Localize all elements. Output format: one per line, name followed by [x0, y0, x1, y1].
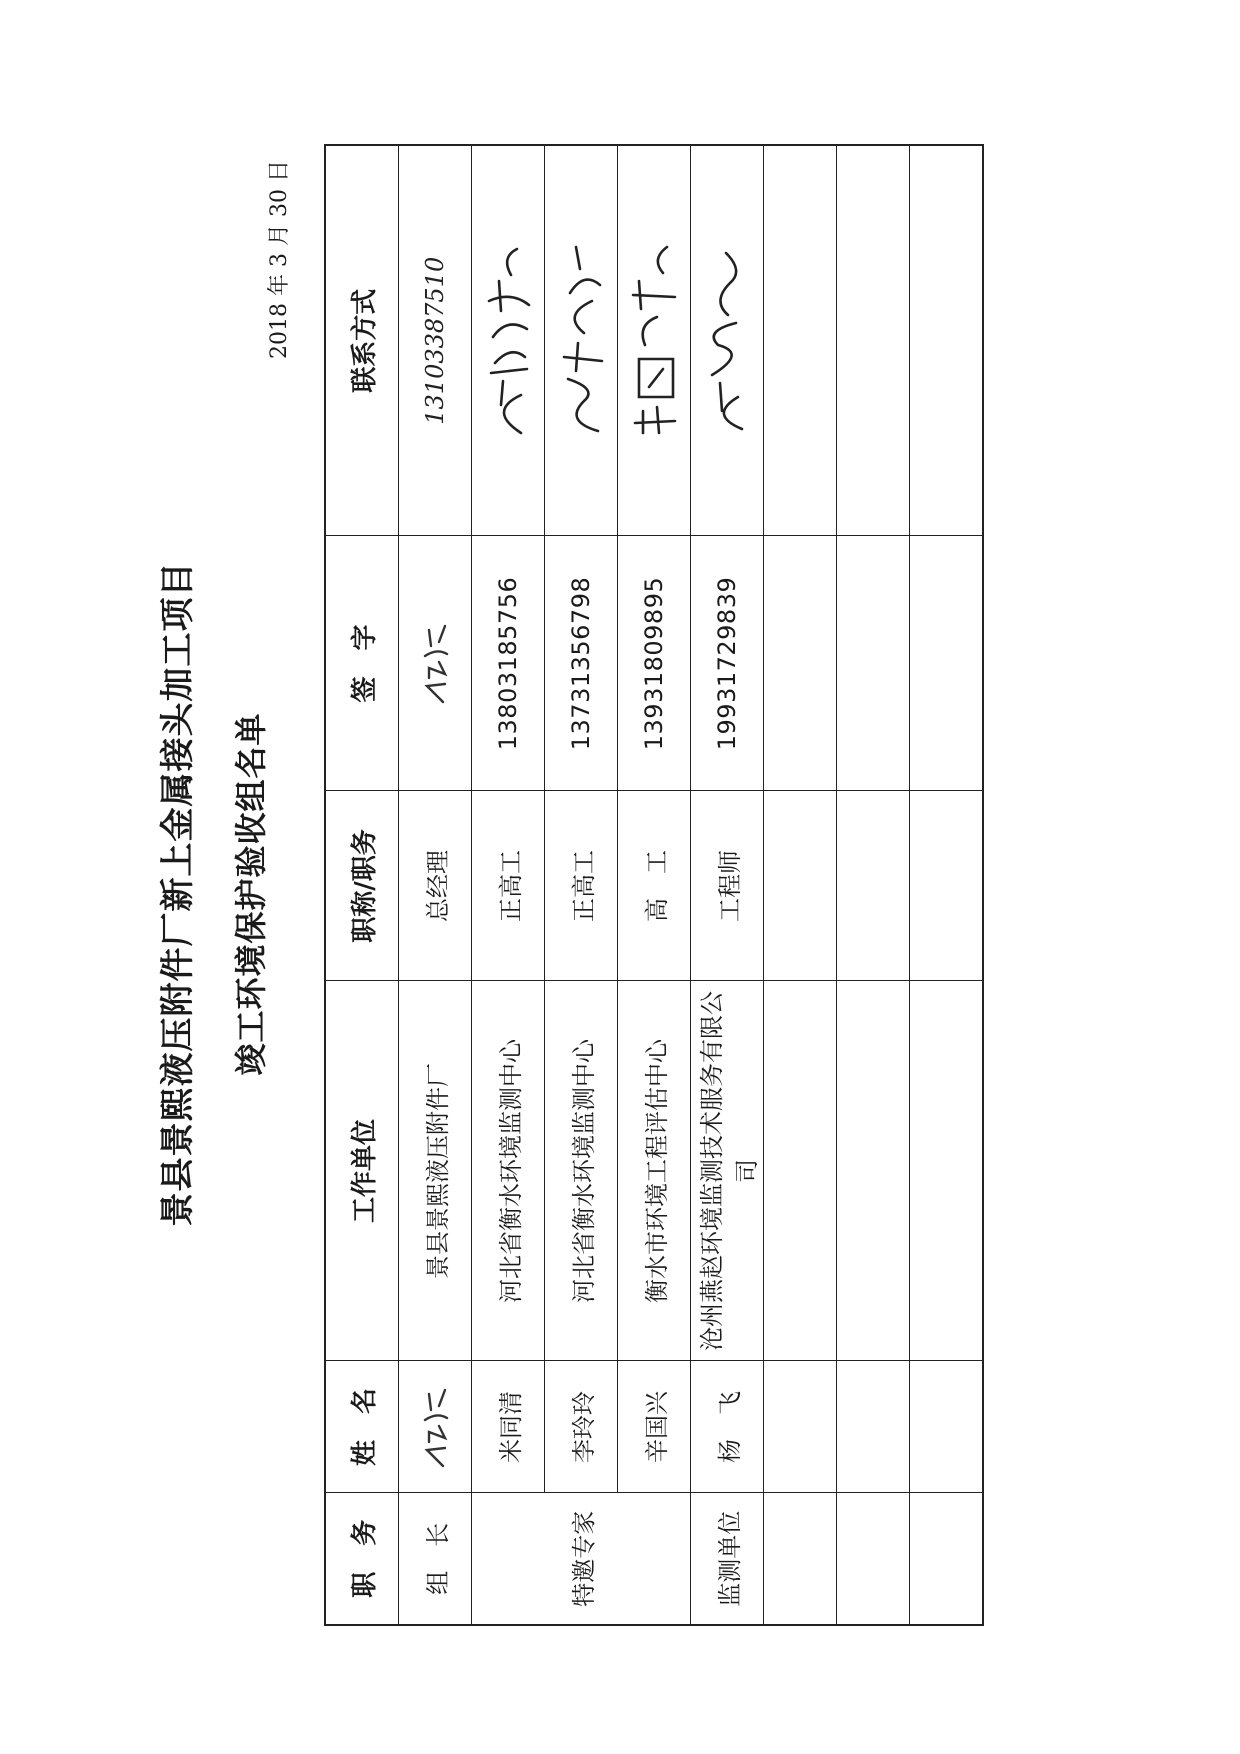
table-header-row — [325, 145, 399, 1625]
handwritten-signature — [545, 145, 618, 536]
empty-row — [764, 145, 837, 1625]
document-title: 景县景熙液压附件厂新上金属接头加工项目 — [158, 561, 198, 1227]
empty-row — [837, 145, 910, 1625]
handwritten-signature — [472, 145, 545, 536]
document-subtitle: 竣工环境保护验收组名单 — [232, 712, 270, 1076]
signature-phone: 19931729839 — [691, 536, 764, 791]
table-row — [472, 145, 545, 1625]
table-row — [691, 145, 764, 1625]
person-name: 米同清 — [472, 1361, 545, 1493]
handwritten-signature — [399, 536, 472, 791]
work-unit: 河北省衡水环境监测中心 — [545, 981, 618, 1361]
job-title: 总经理 — [399, 791, 472, 981]
person-name: 李玲玲 — [545, 1361, 618, 1493]
signature-phone: 13803185756 — [472, 536, 545, 791]
document-date: 2018 年 3 月 30 日 — [267, 160, 292, 359]
table-row — [545, 145, 618, 1625]
job-title: 工程师 — [691, 791, 764, 981]
handwritten-signature — [691, 145, 764, 536]
job-title: 正高工 — [472, 791, 545, 981]
work-unit: 衡水市环境工程评估中心 — [618, 981, 691, 1361]
signature-phone: 13931809895 — [618, 536, 691, 791]
header-position: 职 务 — [325, 1493, 399, 1625]
signature-phone: 13731356798 — [545, 536, 618, 791]
handwritten-contact: 13103387510 — [399, 145, 472, 536]
handwritten-signature — [618, 145, 691, 536]
work-unit: 景县景熙液压附件厂 — [399, 981, 472, 1361]
header-unit: 工作单位 — [325, 981, 399, 1361]
acceptance-team-table — [324, 144, 984, 1626]
person-name: 杨 飞 — [691, 1361, 764, 1493]
empty-row — [910, 145, 984, 1625]
header-title: 职称/职务 — [325, 791, 399, 981]
person-name: 辛国兴 — [618, 1361, 691, 1493]
job-title: 高 工 — [618, 791, 691, 981]
table-row — [618, 145, 691, 1625]
header-contact: 联系方式 — [325, 145, 399, 536]
table-row — [399, 145, 472, 1625]
job-title: 正高工 — [545, 791, 618, 981]
work-unit: 沧州燕赵环境监测技术服务有限公司 — [691, 981, 764, 1361]
header-name: 姓 名 — [325, 1361, 399, 1493]
header-signature: 签 字 — [325, 536, 399, 791]
handwritten-name-signature — [399, 1361, 472, 1493]
role-experts: 特邀专家 — [472, 1493, 691, 1625]
role-leader: 组 长 — [399, 1493, 472, 1625]
work-unit: 河北省衡水环境监测中心 — [472, 981, 545, 1361]
role-monitor: 监测单位 — [691, 1493, 764, 1625]
